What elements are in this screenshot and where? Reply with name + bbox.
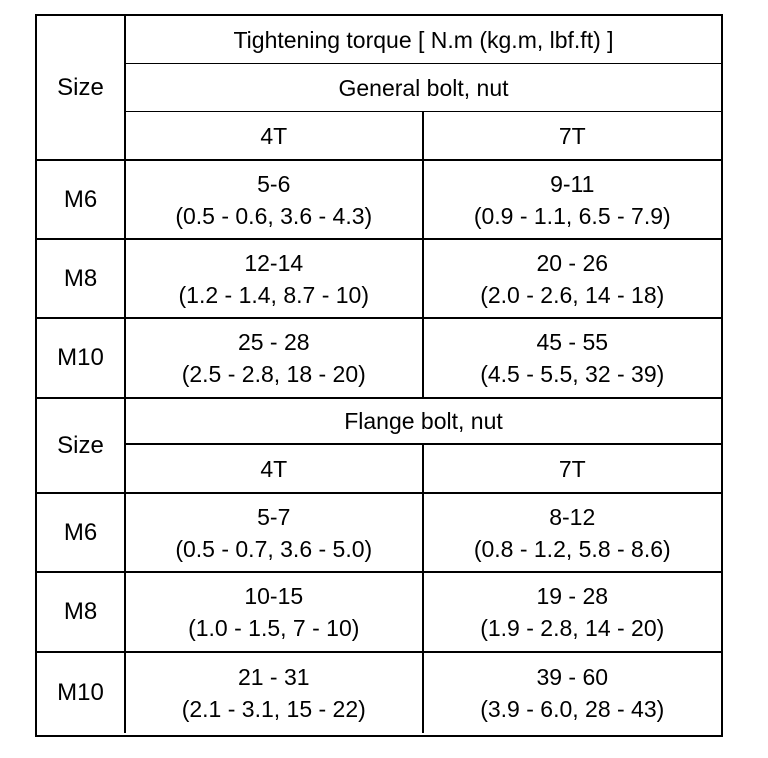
torque-alt-units: (3.9 - 6.0, 28 - 43) [480,696,665,722]
size-header-label: Size [57,73,104,101]
torque-nm: 21 - 31 [237,664,310,690]
flange-cell-4t [126,573,424,653]
flange-size-header-label: Size [57,431,104,459]
flange-cell-7t [424,653,722,733]
flange-col-7t-label: 7T [558,455,586,482]
flange-bolt-title [126,399,721,445]
flange-col-4t [126,445,424,494]
flange-size-header [37,399,126,494]
size-value: M8 [63,598,98,625]
general-row-size [37,240,126,319]
torque-alt-units: (1.2 - 1.4, 8.7 - 10) [178,281,369,308]
flange-cell-4t [126,653,424,733]
general-cell-4t [126,161,424,240]
flange-bolt-title-text: Flange bolt, nut [344,408,503,434]
torque-nm: 9-11 [550,170,595,197]
torque-alt-units: (0.5 - 0.7, 3.6 - 5.0) [175,535,373,562]
torque-alt-units: (1.0 - 1.5, 7 - 10) [188,615,360,641]
torque-table [35,14,723,737]
torque-alt-units: (2.0 - 2.6, 14 - 18) [480,281,665,308]
torque-nm: 45 - 55 [536,329,609,355]
torque-nm: 10-15 [244,583,304,609]
torque-title-text: Tightening torque [ N.m (kg.m, lbf.ft) ] [233,26,614,53]
size-value: M8 [63,264,98,292]
flange-col-7t [424,445,722,494]
torque-alt-units: (2.1 - 3.1, 15 - 22) [181,696,366,722]
flange-row-size [37,653,126,733]
torque-alt-units: (1.9 - 2.8, 14 - 20) [480,615,665,641]
torque-alt-units: (2.5 - 2.8, 18 - 20) [181,361,366,387]
general-bolt-title-text: General bolt, nut [338,74,509,101]
size-header [37,16,126,161]
flange-cell-7t [424,494,722,573]
general-col-4t-label: 4T [260,122,288,149]
torque-alt-units: (0.9 - 1.1, 6.5 - 7.9) [473,202,671,229]
general-row-size [37,319,126,399]
torque-alt-units: (0.5 - 0.6, 3.6 - 4.3) [175,202,373,229]
size-value: M6 [63,185,98,213]
general-cell-4t [126,319,424,399]
torque-nm: 39 - 60 [536,664,609,690]
flange-col-4t-label: 4T [260,455,288,482]
torque-title [126,16,721,64]
torque-nm: 19 - 28 [536,583,609,609]
torque-nm: 8-12 [549,503,596,530]
size-value: M6 [63,518,98,546]
general-cell-4t [126,240,424,319]
general-col-7t-label: 7T [558,122,586,149]
size-value: M10 [57,679,104,706]
general-cell-7t [424,240,722,319]
torque-nm: 25 - 28 [237,329,310,355]
general-cell-7t [424,319,722,399]
torque-alt-units: (0.8 - 1.2, 5.8 - 8.6) [473,535,671,562]
flange-cell-4t [126,494,424,573]
general-row-size [37,161,126,240]
torque-nm: 5-7 [257,503,291,530]
general-col-7t [424,112,722,161]
torque-nm: 12-14 [244,249,304,276]
flange-row-size [37,494,126,573]
torque-nm: 5-6 [257,170,291,197]
flange-cell-7t [424,573,722,653]
size-value: M10 [57,344,104,371]
general-bolt-title [126,64,721,112]
general-col-4t [126,112,424,161]
flange-row-size [37,573,126,653]
general-cell-7t [424,161,722,240]
torque-alt-units: (4.5 - 5.5, 32 - 39) [480,361,665,387]
torque-nm: 20 - 26 [536,249,609,276]
